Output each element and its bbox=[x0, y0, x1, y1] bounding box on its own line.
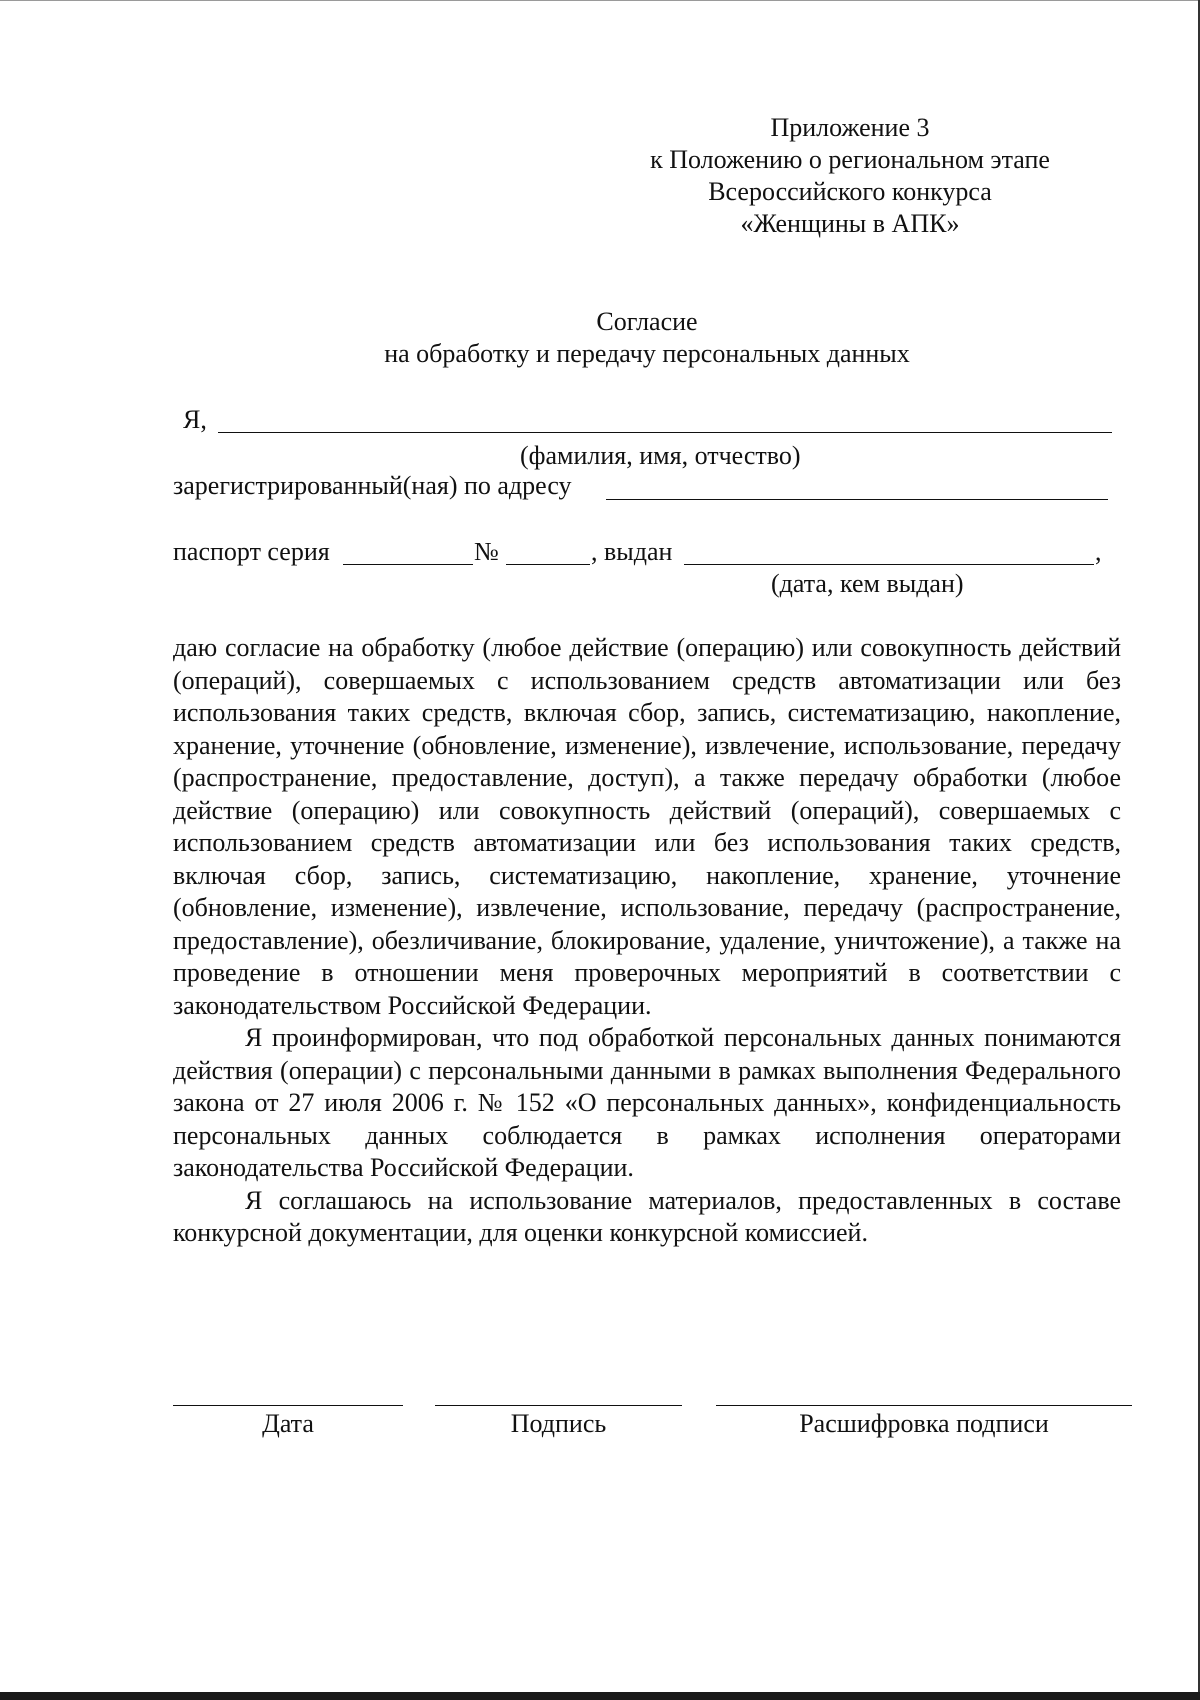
name-fill-line[interactable] bbox=[218, 432, 1112, 433]
appendix-line-4: «Женщины в АПК» bbox=[740, 209, 960, 238]
decoding-signature-line[interactable] bbox=[716, 1405, 1132, 1406]
address-fill-line[interactable] bbox=[606, 499, 1108, 500]
scan-edge-top bbox=[0, 0, 1200, 1]
address-label: зарегистрированный(ная) по адресу bbox=[173, 471, 572, 500]
passport-number-fill-line[interactable] bbox=[506, 564, 590, 565]
name-prefix: Я, bbox=[183, 405, 207, 434]
appendix-line-3: Всероссийского конкурса bbox=[708, 177, 992, 206]
scan-edge-bottom bbox=[0, 1692, 1200, 1700]
name-hint: (фамилия, имя, отчество) bbox=[520, 441, 801, 470]
decoding-label: Расшифровка подписи bbox=[799, 1409, 1049, 1438]
passport-series-label: паспорт серия bbox=[173, 537, 330, 566]
passport-issued-label: , выдан bbox=[591, 537, 673, 566]
passport-issued-comma: , bbox=[1095, 537, 1102, 566]
passport-series-fill-line[interactable] bbox=[343, 564, 473, 565]
date-label: Дата bbox=[262, 1409, 314, 1438]
date-signature-line[interactable] bbox=[173, 1405, 403, 1406]
passport-issued-fill-line[interactable] bbox=[684, 564, 1094, 565]
appendix-line-1: Приложение 3 bbox=[770, 113, 930, 142]
passport-number-label: № bbox=[474, 537, 499, 566]
signature-line[interactable] bbox=[435, 1405, 682, 1406]
passport-issued-hint: (дата, кем выдан) bbox=[771, 569, 964, 598]
title-line-2: на обработку и передачу персональных данных bbox=[384, 339, 910, 368]
consent-paragraph-2: Я проинформирован, что под обработкой персональных данных понимаются действия (операции) с персональными данными в рамках выполнения Федерального закона от 27 июля 2006 г. № 152 «О персональных данных», конфиденциальность персональных данных соблюдается в рамках исполнения операторами законодательства Российской Федерации. bbox=[173, 1023, 1121, 1182]
appendix-header bbox=[600, 112, 1100, 240]
appendix-line-2: к Положению о региональном этапе bbox=[650, 145, 1050, 174]
title-line-1: Согласие bbox=[596, 307, 698, 336]
document-title bbox=[300, 306, 994, 370]
consent-body bbox=[173, 632, 1121, 1250]
signature-label: Подпись bbox=[510, 1409, 607, 1438]
consent-paragraph-1: даю согласие на обработку (любое действие (операцию) или совокупность действий (операций), совершаемых с использованием средств автоматизации или без использования таких средств, включая сбор, запись, систематизацию, накопление, хранение, уточнение (обновление, изменение), извлечение, использование, передачу (распространение, предоставление, доступ), а также передачу обработки (любое действие (операцию) или совокупность действий (операций), совершаемых с использованием средств автоматизации или без использования таких средств, включая сбор, запись, систематизацию, накопление, хранение, уточнение (обновление, изменение), извлечение, использование, передачу (распространение, предоставление), обезличивание, блокирование, удаление, уничтожение), а также на проведение в отношении меня проверочных мероприятий в соответствии с законодательством Российской Федерации. bbox=[173, 633, 1121, 1020]
consent-paragraph-3: Я соглашаюсь на использование материалов, предоставленных в составе конкурсной документации, для оценки конкурсной комиссией. bbox=[173, 1185, 1121, 1247]
